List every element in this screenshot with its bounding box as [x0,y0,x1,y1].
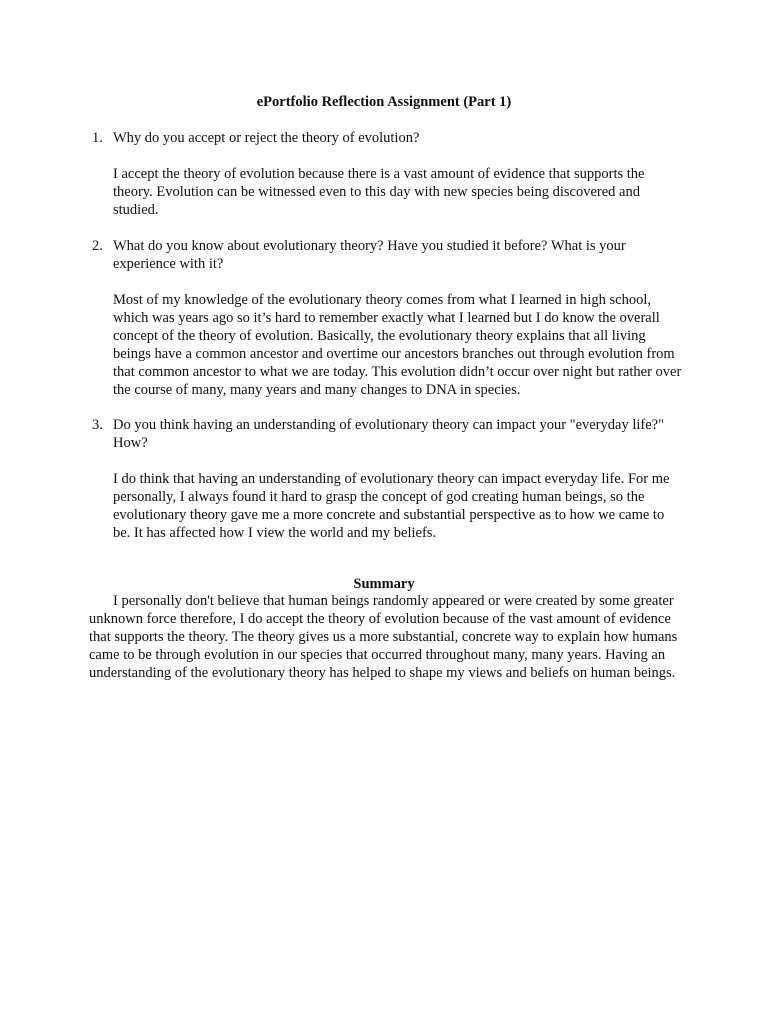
document-title: ePortfolio Reflection Assignment (Part 1) [256,94,512,110]
question-1-number: 1. [92,130,103,146]
question-2-number: 2. [92,238,103,254]
summary-body: I personally don't believe that human beings randomly appeared or were created by some greater unknown force therefore, I do accept the theory of evolution because of the vast amount of evidence that supports the theory. The theory gives us a more substantial, concrete way to explain how humans came to be through evolution in our species that occurred throughout many, many years. Having an understanding of the evolutionary theory has helped to shape my views and beliefs on human beings. [89,593,678,681]
answer-1-text: I accept the theory of evolution because there is a vast amount of evidence that supports the theory. Evolution can be witnessed even to this day with new species being discovered and studied. [113,166,645,218]
question-2-text: What do you know about evolutionary theory? Have you studied it before? What is your experience with it? [113,238,626,272]
question-3-text: Do you think having an understanding of evolutionary theory can impact your "everyday life?" How? [113,417,664,451]
answer-2-text: Most of my knowledge of the evolutionary theory comes from what I learned in high school, which was years ago so it’s hard to remember exactly what I learned but I do know the overall concept of the theory of evolution. Basically, the evolutionary theory explains that all living beings have a common ancestor and overtime our ancestors branches out through evolution from that common ancestor to what we are today. This evolution didn’t occur over night but rather over the course of many, many years and many changes to DNA in species. [113,292,682,398]
answer-3-text: I do think that having an understanding of evolutionary theory can impact everyday life. For me personally, I always found it hard to grasp the concept of god creating human beings, so the evolutionary theory gave me a more concrete and substantial perspective as to how we came to be. It has affected how I view the world and my beliefs. [113,471,670,541]
question-1-text: Why do you accept or reject the theory of evolution? [113,130,420,146]
summary-heading: Summary [353,576,415,592]
question-3-number: 3. [92,417,103,433]
